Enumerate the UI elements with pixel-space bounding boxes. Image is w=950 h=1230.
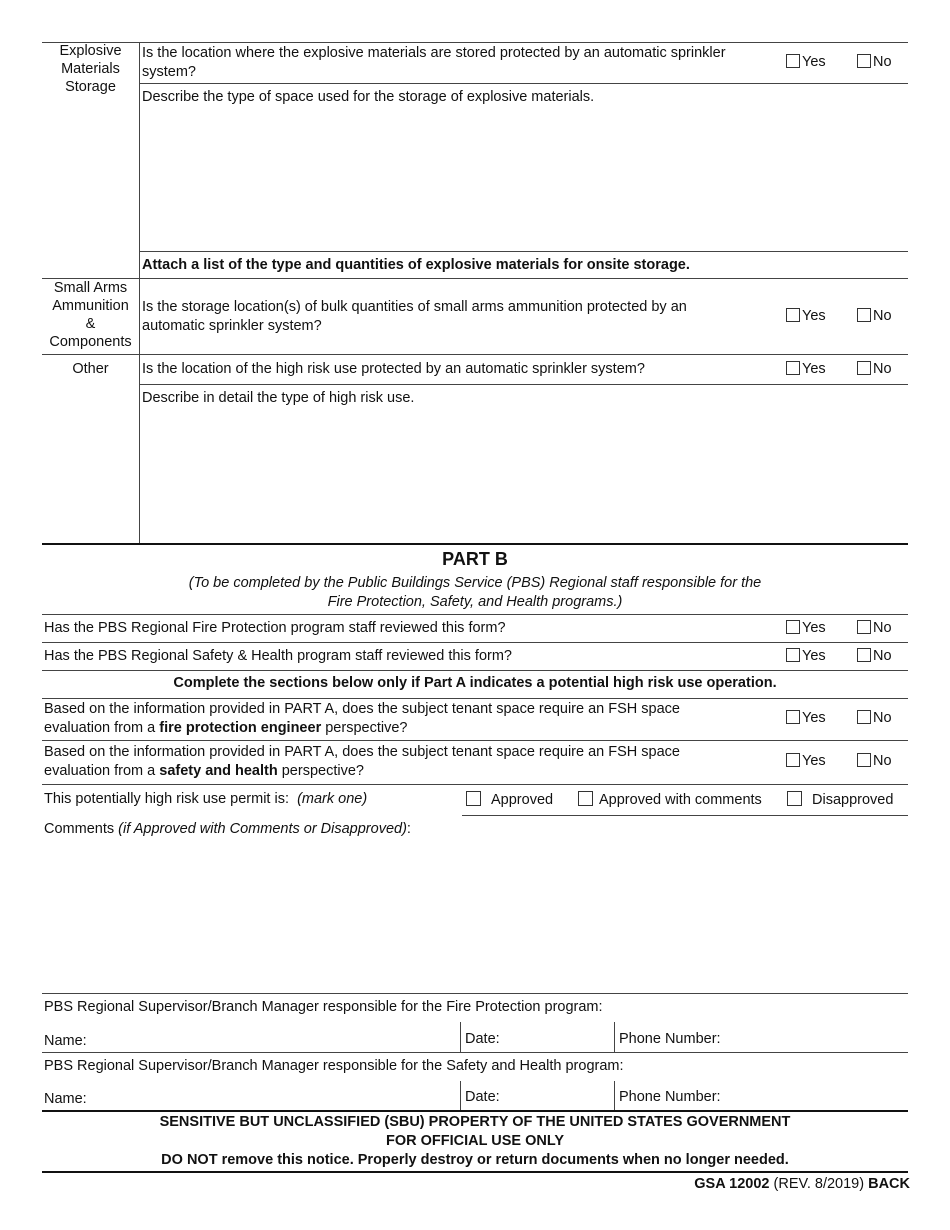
other-sprinkler-question: Is the location of the high risk use protected by an automatic sprinkler system?	[142, 361, 645, 377]
other-no-option[interactable]: No	[857, 361, 892, 377]
safety-eval-no-option[interactable]: No	[857, 753, 892, 769]
checkbox-yes[interactable]	[786, 648, 800, 662]
fire-staff-no-option[interactable]: No	[857, 620, 892, 636]
checkbox-disapproved[interactable]	[787, 791, 802, 806]
small-arms-yes-option[interactable]: Yes	[786, 308, 826, 324]
safety-eval-yes-option[interactable]: Yes	[786, 753, 826, 769]
safety-staff-no-option[interactable]: No	[857, 648, 892, 664]
permit-approved-comments-option[interactable]: Approved with comments	[578, 791, 762, 808]
high-risk-instruction: Complete the sections below only if Part A indicates a potential high risk use operation.	[173, 675, 777, 691]
fire-manager-date-field[interactable]: Date:	[465, 1031, 500, 1047]
other-describe-field[interactable]: Describe in detail the type of high risk use.	[142, 390, 415, 406]
fire-eval-no-option[interactable]: No	[857, 710, 892, 726]
safety-manager-phone-field[interactable]: Phone Number:	[619, 1089, 721, 1105]
comments-field[interactable]: Comments (if Approved with Comments or Disapproved):	[44, 821, 411, 837]
safety-staff-review-question: Has the PBS Regional Safety & Health program staff reviewed this form?	[44, 648, 512, 664]
label-line: Materials	[61, 61, 120, 77]
checkbox-no[interactable]	[857, 54, 871, 68]
explosive-describe-field[interactable]: Describe the type of space used for the storage of explosive materials.	[142, 89, 595, 105]
checkbox-yes[interactable]	[786, 753, 800, 767]
part-b-title: PART B	[442, 549, 508, 569]
fire-eval-question: Based on the information provided in PART A, does the subject tenant space require an FSH space evaluation from a fire protection engineer perspective?	[44, 701, 680, 736]
label-line: Explosive	[59, 43, 122, 59]
safety-eval-question: Based on the information provided in PART A, does the subject tenant space require an FSH space evaluation from a safety and health perspective?	[44, 744, 680, 779]
checkbox-no[interactable]	[857, 710, 871, 724]
checkbox-no[interactable]	[857, 308, 871, 322]
explosive-materials-label	[42, 42, 139, 96]
checkbox-approved-comments[interactable]	[578, 791, 593, 806]
sbu-notice: SENSITIVE BUT UNCLASSIFIED (SBU) PROPERTY OF THE UNITED STATES GOVERNMENT FOR OFFICIAL USE ONLY DO NOT remove this notice. Properly destroy or return documents when no longer needed.	[159, 1114, 791, 1168]
fire-manager-phone-field[interactable]: Phone Number:	[619, 1031, 721, 1047]
checkbox-no[interactable]	[857, 753, 871, 767]
fire-manager-label: PBS Regional Supervisor/Branch Manager responsible for the Fire Protection program:	[44, 999, 603, 1015]
checkbox-no[interactable]	[857, 648, 871, 662]
checkbox-yes[interactable]	[786, 620, 800, 634]
small-arms-sprinkler-question: Is the storage location(s) of bulk quantities of small arms ammunition protected by an automatic sprinkler system?	[142, 299, 687, 334]
label-line: Storage	[65, 79, 116, 95]
fire-manager-name-field[interactable]: Name:	[44, 1033, 87, 1049]
checkbox-yes[interactable]	[786, 361, 800, 375]
permit-disapproved-option[interactable]: Disapproved	[787, 791, 893, 808]
explosive-sprinkler-question: Is the location where the explosive materials are stored protected by an automatic sprinkler system?	[142, 45, 726, 80]
fire-staff-review-question: Has the PBS Regional Fire Protection program staff reviewed this form?	[44, 620, 506, 636]
form-id: GSA 12002 (REV. 8/2019) BACK	[694, 1176, 910, 1192]
checkbox-no[interactable]	[857, 361, 871, 375]
safety-staff-yes-option[interactable]: Yes	[786, 648, 826, 664]
fire-eval-yes-option[interactable]: Yes	[786, 710, 826, 726]
small-arms-label: Small Arms Ammunition & Components	[49, 280, 132, 350]
permit-status-label: This potentially high risk use permit is: (mark one)	[44, 791, 368, 807]
safety-manager-date-field[interactable]: Date:	[465, 1089, 500, 1105]
checkbox-approved[interactable]	[466, 791, 481, 806]
explosive-yes-option[interactable]: Yes	[786, 54, 826, 70]
other-yes-option[interactable]: Yes	[786, 361, 826, 377]
explosive-attach-instruction: Attach a list of the type and quantities of explosive materials for onsite storage.	[142, 257, 690, 273]
explosive-no-option[interactable]: No	[857, 54, 892, 70]
checkbox-yes[interactable]	[786, 308, 800, 322]
fire-staff-yes-option[interactable]: Yes	[786, 620, 826, 636]
small-arms-no-option[interactable]: No	[857, 308, 892, 324]
part-b-subtitle: (To be completed by the Public Buildings Service (PBS) Regional staff responsible for the Fire Protection, Safety, and Health programs.)	[188, 575, 762, 610]
safety-manager-name-field[interactable]: Name:	[44, 1091, 87, 1107]
checkbox-yes[interactable]	[786, 54, 800, 68]
other-label: Other	[72, 361, 109, 377]
permit-approved-option[interactable]: Approved	[466, 791, 553, 808]
checkbox-yes[interactable]	[786, 710, 800, 724]
safety-manager-label: PBS Regional Supervisor/Branch Manager responsible for the Safety and Health program:	[44, 1058, 624, 1074]
checkbox-no[interactable]	[857, 620, 871, 634]
